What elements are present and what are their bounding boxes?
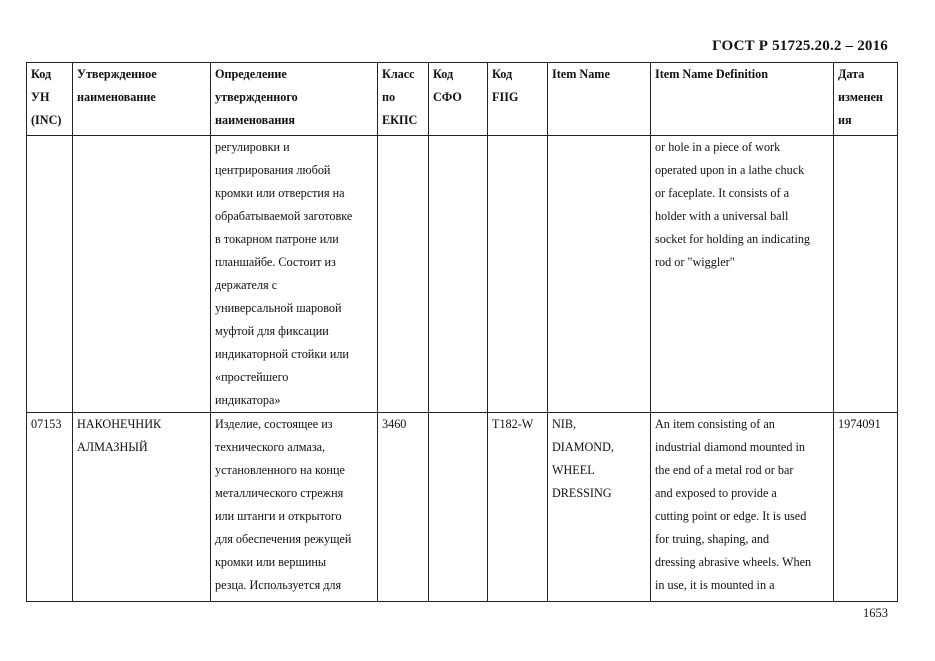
table-row <box>27 136 898 413</box>
document-standard-id: ГОСТ Р 51725.20.2 – 2016 <box>712 38 888 54</box>
col-header-change-date: Дата изменен ия <box>834 63 898 136</box>
cell-definition-en: An item consisting of an industrial diamond mounted in the end of a metal rod or bar and exposed to provide a cutting point or edge. It is used for truing, shaping, and dressing abrasive wheels. When in use, it is mounted in a <box>651 413 834 602</box>
page-number: 1653 <box>863 606 888 620</box>
catalog-table <box>26 62 898 602</box>
cell-definition-ru: Изделие, состоящее из технического алмаза, установленного на конце металлического стрежня или штанги и открытого для обеспечения режущей кромки или вершины резца. Используется для <box>211 413 378 602</box>
table-header-row <box>27 63 898 136</box>
table-row <box>27 413 898 602</box>
cell-class <box>378 136 429 413</box>
cell-approved-name: НАКОНЕЧНИК АЛМАЗНЫЙ <box>73 413 211 602</box>
cell-item-name: NIB, DIAMOND, WHEEL DRESSING <box>548 413 651 602</box>
cell-inc-code: 07153 <box>27 413 73 602</box>
col-header-item-name: Item Name <box>548 63 651 136</box>
cell-sfo-code <box>429 413 488 602</box>
cell-fiig-code <box>488 136 548 413</box>
col-header-fiig-code: Код FIIG <box>488 63 548 136</box>
cell-definition-ru: регулировки и центрирования любой кромки или отверстия на обрабатываемой заготовке в токарном патроне или планшайбе. Состоит из держателя с универсальной шаровой муфтой для фиксации индикаторной стойки или «простейшего индикатора» <box>211 136 378 413</box>
cell-class: 3460 <box>378 413 429 602</box>
col-header-definition-ru: Определение утвержденного наименования <box>211 63 378 136</box>
col-header-class: Класс по ЕКПС <box>378 63 429 136</box>
cell-approved-name <box>73 136 211 413</box>
cell-fiig-code: T182-W <box>488 413 548 602</box>
col-header-sfo-code: Код СФО <box>429 63 488 136</box>
col-header-approved-name: Утвержденное наименование <box>73 63 211 136</box>
cell-change-date <box>834 136 898 413</box>
cell-inc-code <box>27 136 73 413</box>
cell-item-name <box>548 136 651 413</box>
cell-sfo-code <box>429 136 488 413</box>
cell-definition-en: or hole in a piece of work operated upon in a lathe chuck or faceplate. It consists of a holder with a universal ball socket for holding an indicating rod or "wiggler" <box>651 136 834 413</box>
col-header-item-name-definition: Item Name Definition <box>651 63 834 136</box>
col-header-inc-code: Код УН (INC) <box>27 63 73 136</box>
cell-change-date: 1974091 <box>834 413 898 602</box>
